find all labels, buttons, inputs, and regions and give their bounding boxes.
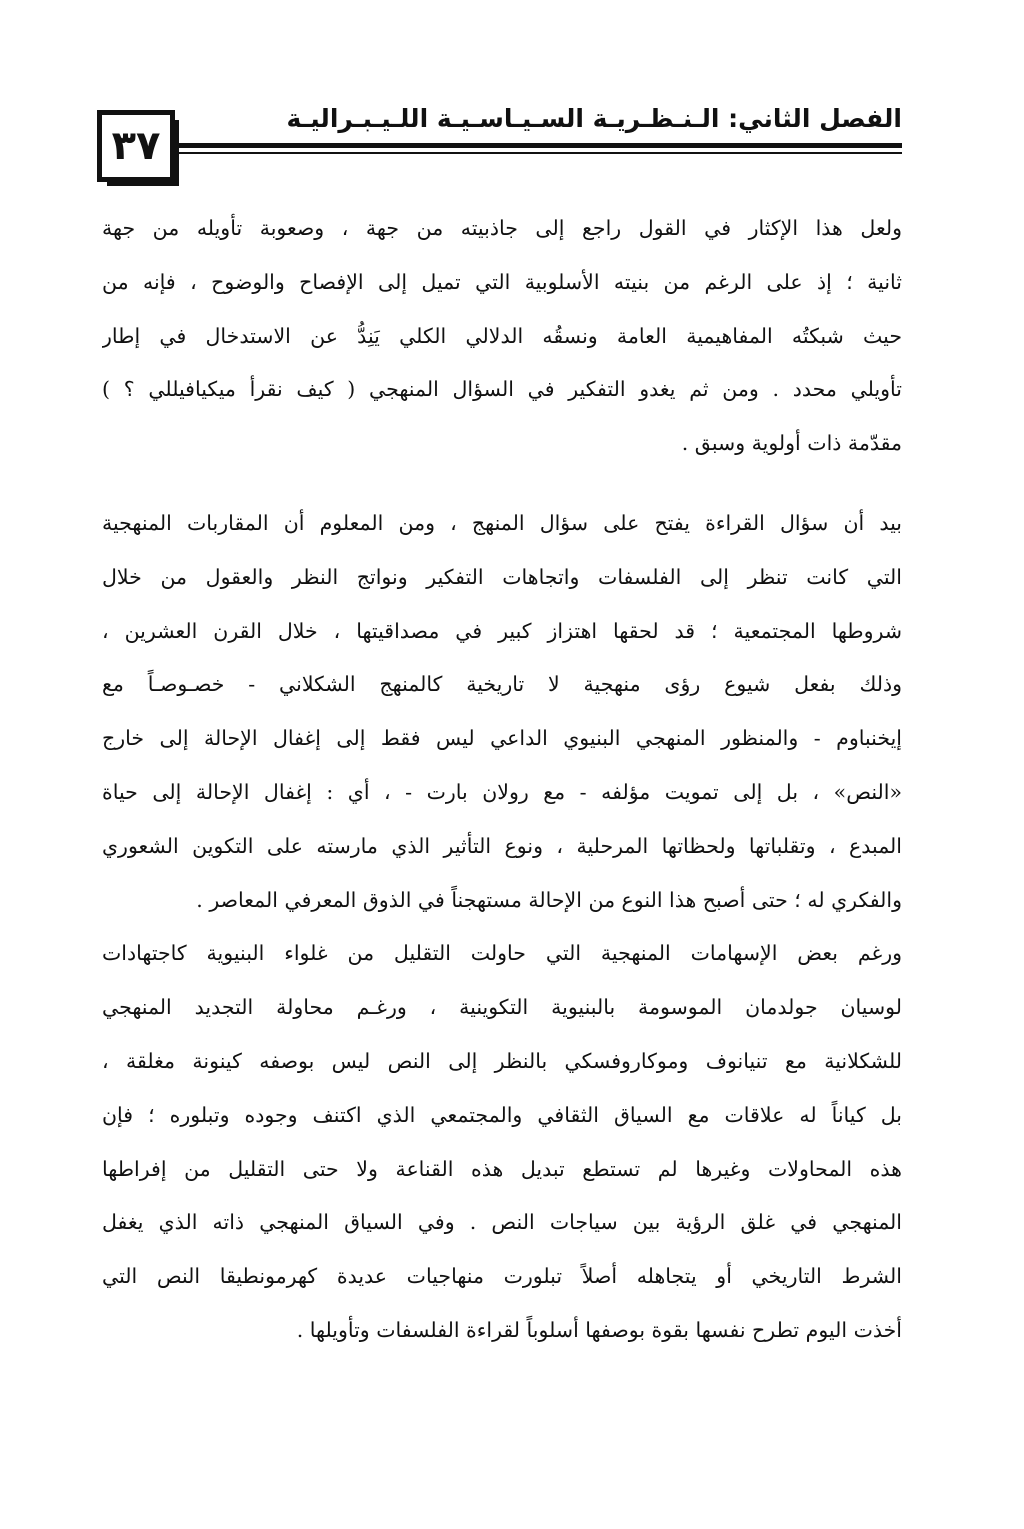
text-line: «النص» ، بل إلى تمويت مؤلفه - مع رولان بارت - ، أي : إغفال الإحالة إلى حياة	[102, 779, 902, 804]
text-line: تأويلي محدد . ومن ثم يغدو التفكير في السؤال المنهجي ( كيف نقرأ ميكيافيللي ؟ )	[102, 377, 902, 402]
page-number: ٣٧	[97, 110, 175, 182]
text-line: الشرط التاريخي أو يتجاهله أصلاً تبلورت منهاجيات عديدة كهرمونطيقا النص التي	[102, 1264, 902, 1289]
header-rule-thin	[170, 152, 902, 154]
text-line: للشكلانية مع تنيانوف وموكاروفسكي بالنظر إلى النص ليس بوصفه كينونة مغلقة ،	[102, 1048, 902, 1073]
text-line: ولعل هذا الإكثار في القول راجع إلى جاذبيته من جهة ، وصعوبة تأويله من جهة	[102, 216, 902, 240]
text-line: المبدع ، وتقلباتها ولحظاتها المرحلية ، ونوع التأثير الذي مارسته على التكوين الشعوري	[102, 833, 902, 858]
text-line: شروطها المجتمعية ؛ قد لحقها اهتزاز كبير في مصداقيتها ، خلال القرن العشرين ،	[102, 618, 902, 643]
text-line: المنهجي في غلق الرؤية بين سياجات النص . وفي السياق المنهجي ذاته الذي يغفل	[102, 1210, 902, 1235]
text-line: وذلك بفعل شيوع رؤى منهجية لا تاريخية كالمنهج الشكلاني - خصـوصـاً مع	[102, 672, 902, 697]
text-line: ورغم بعض الإسهامات المنهجية التي حاولت التقليل من غلواء البنيوية كاجتهادات	[102, 941, 902, 966]
text-line: بيد أن سؤال القراءة يفتح على سؤال المنهج ، ومن المعلوم أن المقاربات المنهجية	[102, 511, 902, 535]
paragraph-1	[102, 202, 902, 471]
text-line: ثانية ؛ إذ على الرغم من بنيته الأسلوبية التي تميل إلى الإفصاح والوضوح ، فإنه من	[102, 269, 902, 294]
text-line: التي كانت تنظر إلى الفلسفات واتجاهات التفكير ونواتج النظر والعقول من خلال	[102, 564, 902, 589]
text-line: مقدّمة ذات أولوية وسبق .	[681, 431, 902, 456]
text-line: أخذت اليوم تطرح نفسها بقوة بوصفها أسلوباً لقراءة الفلسفات وتأويلها .	[296, 1317, 902, 1342]
text-line: إيخنباوم - والمنظور المنهجي البنيوي الداعي ليس فقط إلى إغفال الإحالة إلى خارج	[102, 726, 902, 751]
text-line: بل كياناً له علاقات مع السياق الثقافي والمجتمعي الذي اكتنف وجوده وتبلوره ؛ فإن	[102, 1102, 902, 1127]
text-line: هذه المحاولات وغيرها لم تستطع تبديل هذه القناعة ولا حتى التقليل من إفراطها	[102, 1156, 902, 1181]
chapter-title: الفصل الثاني: الـنـظـريـة السـيـاسـيـة اللـيـبـراليـة	[286, 104, 902, 133]
text-line: والفكري له ؛ حتى أصبح هذا النوع من الإحالة مستهجناً في الذوق المعرفي المعاصر .	[196, 887, 902, 912]
text-line: حيث شبكتُه المفاهيمية العامة ونسقُه الدلالي الكلي يَنِدُّ عن الاستدخال في إطار	[102, 323, 902, 348]
text-line: لوسيان جولدمان الموسومة بالبنيوية التكوينية ، ورغـم محاولة التجديد المنهجي	[102, 995, 902, 1020]
header-rule	[170, 143, 902, 148]
paragraph-2	[102, 497, 902, 1358]
